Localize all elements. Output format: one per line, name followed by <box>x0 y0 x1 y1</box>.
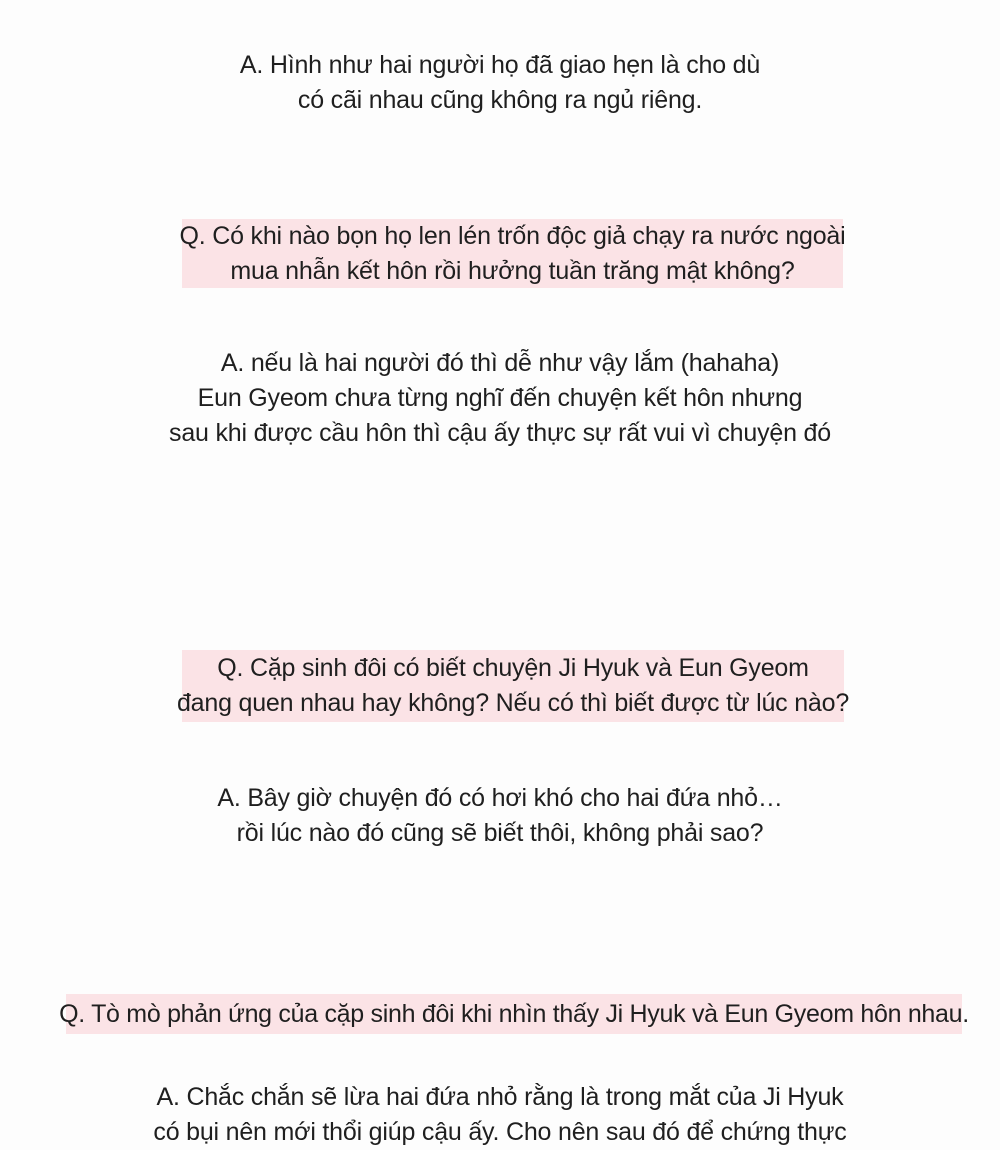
question-1-line-2: mua nhẫn kết hôn rồi hưởng tuần trăng mật không? <box>230 256 795 285</box>
question-highlight-1 <box>179 219 846 288</box>
answer-1-line-1: A. Hình như hai người họ đã giao hẹn là cho dù <box>239 51 761 79</box>
answer-1-line-2: có cãi nhau cũng không ra ngủ riêng. <box>297 86 703 114</box>
answer-block-4 <box>0 1080 1000 1150</box>
question-1-line-1: Q. Có khi nào bọn họ len lén trốn độc giả chạy ra nước ngoài <box>179 222 846 250</box>
answer-3-line-2: rồi lúc nào đó cũng sẽ biết thôi, không phải sao? <box>236 819 764 847</box>
answer-block-1 <box>0 48 1000 118</box>
answer-4-line-2: có bụi nên mới thổi giúp cậu ấy. Cho nên sau đó để chứng thực <box>153 1118 847 1146</box>
question-3-line-1: Q. Tò mò phản ứng của cặp sinh đôi khi nhìn thấy Ji Hyuk và Eun Gyeom hôn nhau. <box>59 1000 969 1028</box>
answer-4-line-1: A. Chắc chắn sẽ lừa hai đứa nhỏ rằng là trong mắt của Ji Hyuk <box>156 1083 844 1111</box>
answer-block-2 <box>0 346 1000 451</box>
answer-2-line-1: A. nếu là hai người đó thì dễ như vậy lắm (hahaha) <box>220 349 780 377</box>
question-2-line-1: Q. Cặp sinh đôi có biết chuyện Ji Hyuk và Eun Gyeom <box>217 654 809 682</box>
question-highlight-2 <box>176 650 850 722</box>
answer-3-line-1: A. Bây giờ chuyện đó có hơi khó cho hai đứa nhỏ… <box>217 784 783 812</box>
answer-block-3 <box>0 781 1000 851</box>
answer-2-line-3: sau khi được cầu hôn thì cậu ấy thực sự rất vui vì chuyện đó <box>169 419 831 447</box>
answer-2-line-2: Eun Gyeom chưa từng nghĩ đến chuyện kết hôn nhưng <box>197 384 803 412</box>
question-highlight-3 <box>59 994 969 1034</box>
question-2-line-2: đang quen nhau hay không? Nếu có thì biết được từ lúc nào? <box>176 689 850 717</box>
